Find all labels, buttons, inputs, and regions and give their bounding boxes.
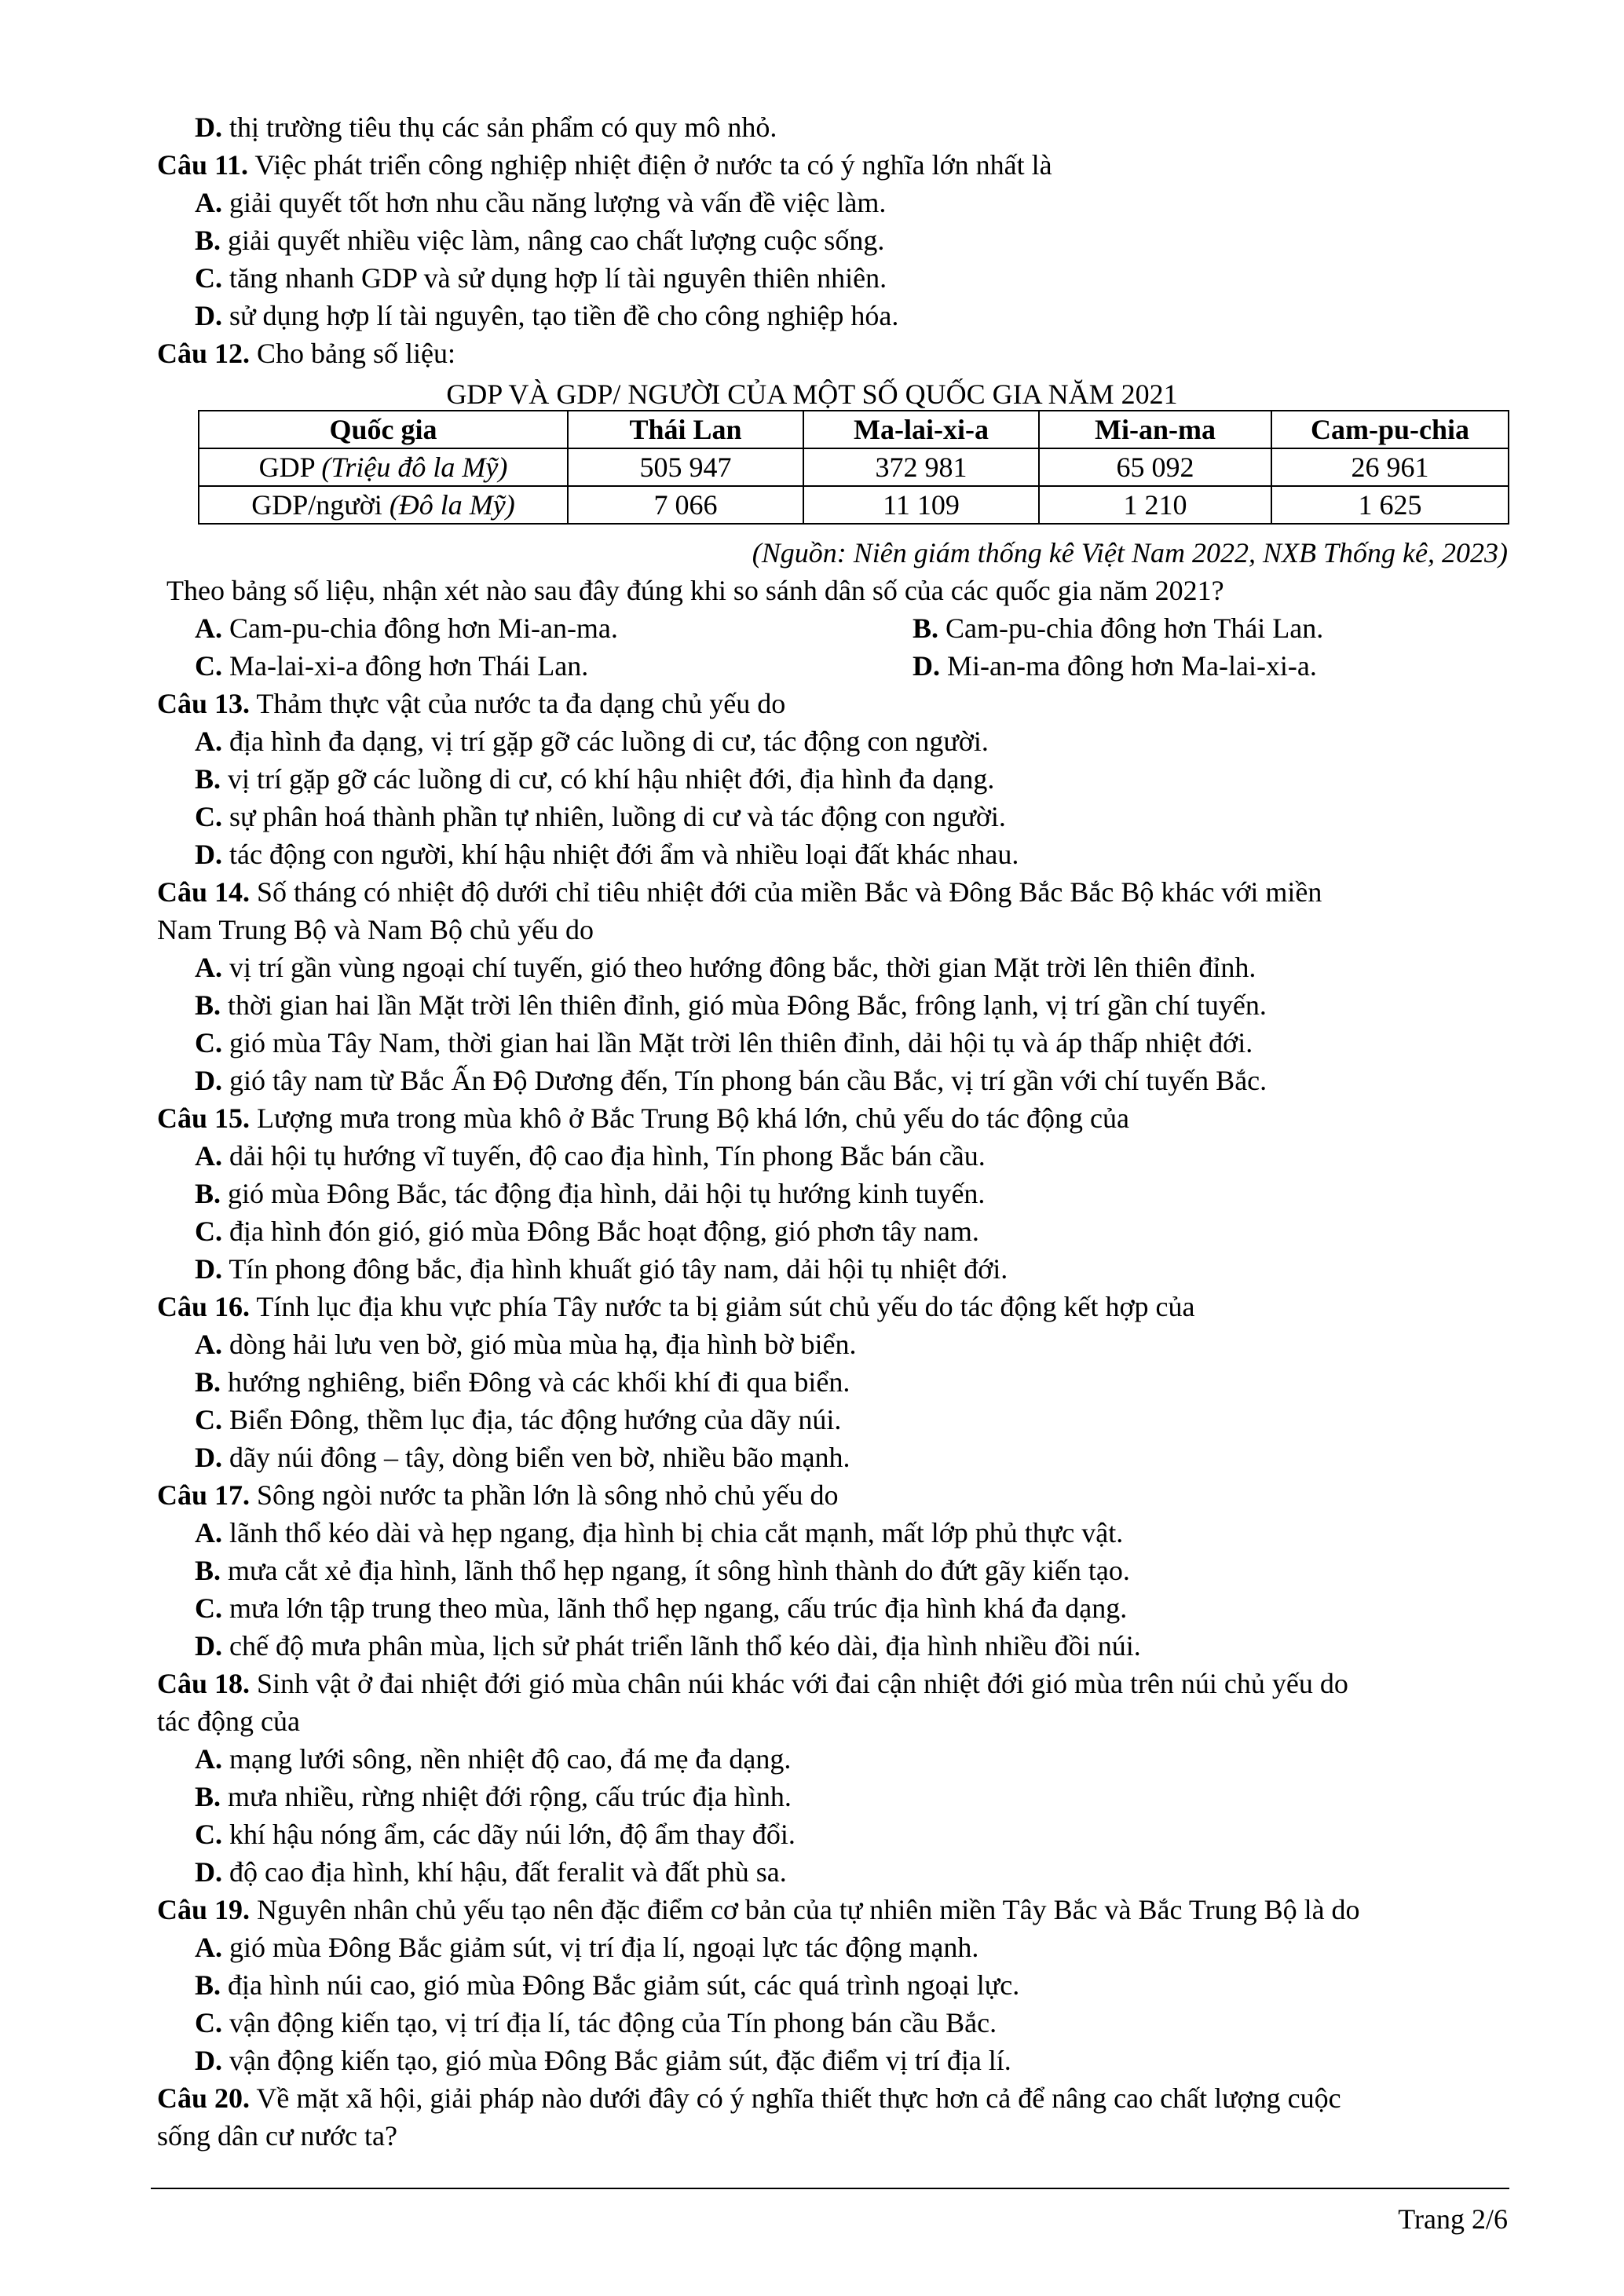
option-b: B. vị trí gặp gỡ các luồng di cư, có khí hậu nhiệt đới, địa hình đa dạng. [195, 763, 995, 795]
option-c: C. vận động kiến tạo, vị trí địa lí, tác động của Tín phong bán cầu Bắc. [195, 2007, 997, 2038]
option-d: D. Mi-an-ma đông hơn Ma-lai-xi-a. [913, 650, 1317, 682]
option-b: B. gió mùa Đông Bắc, tác động địa hình, dải hội tụ hướng kinh tuyến. [195, 1178, 986, 1209]
question-20-cont: sống dân cư nước ta? [157, 2120, 397, 2152]
table-source: (Nguồn: Niên giám thống kê Việt Nam 2022, NXB Thống kê, 2023) [752, 537, 1508, 569]
option-b: B. hướng nghiêng, biển Đông và các khối khí đi qua biển. [195, 1366, 850, 1398]
table-cell: 11 109 [803, 486, 1039, 524]
row-label: GDP (Triệu đô la Mỹ) [199, 448, 568, 486]
table-cell: 65 092 [1039, 448, 1271, 486]
option-c: C. gió mùa Tây Nam, thời gian hai lần Mặt trời lên thiên đỉnh, dải hội tụ và áp thấp nhiệt đới. [195, 1027, 1253, 1058]
table-cell: 1 625 [1271, 486, 1509, 524]
option-d: D. vận động kiến tạo, gió mùa Đông Bắc giảm sút, đặc điểm vị trí địa lí. [195, 2045, 1011, 2076]
option-c: C. mưa lớn tập trung theo mùa, lãnh thổ hẹp ngang, cấu trúc địa hình khá đa dạng. [195, 1592, 1128, 1624]
option-b: B. giải quyết nhiều việc làm, nâng cao chất lượng cuộc sống. [195, 225, 885, 256]
question-18-cont: tác động của [157, 1706, 300, 1737]
row-label: GDP/người (Đô la Mỹ) [199, 486, 568, 524]
table-row [199, 486, 1509, 524]
table-cell: 7 066 [568, 486, 803, 524]
table-row [199, 448, 1509, 486]
question-16: Câu 16. Tính lục địa khu vực phía Tây nước ta bị giảm sút chủ yếu do tác động kết hợp của [157, 1291, 1195, 1322]
option-a: A. gió mùa Đông Bắc giảm sút, vị trí địa lí, ngoại lực tác động mạnh. [195, 1932, 979, 1963]
table-header-row [199, 411, 1509, 448]
table-header: Mi-an-ma [1039, 411, 1271, 448]
option-d: D. độ cao địa hình, khí hậu, đất feralit và đất phù sa. [195, 1856, 787, 1888]
option-c: C. Ma-lai-xi-a đông hơn Thái Lan. [195, 650, 589, 682]
question-20: Câu 20. Về mặt xã hội, giải pháp nào dưới đây có ý nghĩa thiết thực hơn cả để nâng cao chất lượng cuộc [157, 2082, 1341, 2114]
table-caption: GDP VÀ GDP/ NGƯỜI CỦA MỘT SỐ QUỐC GIA NĂM 2021 [446, 378, 1178, 410]
table-header: Ma-lai-xi-a [803, 411, 1039, 448]
option-b: B. thời gian hai lần Mặt trời lên thiên đỉnh, gió mùa Đông Bắc, frông lạnh, vị trí gần chí tuyến. [195, 989, 1267, 1021]
option-c: C. khí hậu nóng ẩm, các dãy núi lớn, độ ẩm thay đổi. [195, 1819, 796, 1850]
option-b: B. mưa nhiều, rừng nhiệt đới rộng, cấu trúc địa hình. [195, 1781, 792, 1812]
option-c: C. tăng nhanh GDP và sử dụng hợp lí tài nguyên thiên nhiên. [195, 262, 887, 294]
page-number: Trang 2/6 [1398, 2203, 1508, 2235]
option-a: A. Cam-pu-chia đông hơn Mi-an-ma. [195, 612, 618, 644]
option-d: D. thị trường tiêu thụ các sản phẩm có quy mô nhỏ. [195, 112, 777, 143]
gdp-table [198, 410, 1509, 525]
option-b: B. mưa cắt xẻ địa hình, lãnh thổ hẹp ngang, ít sông hình thành do đứt gãy kiến tạo. [195, 1555, 1130, 1586]
option-c: C. Biển Đông, thềm lục địa, tác động hướng của dãy núi. [195, 1404, 842, 1435]
option-c: C. sự phân hoá thành phần tự nhiên, luồng di cư và tác động con người. [195, 801, 1006, 832]
option-d: D. chế độ mưa phân mùa, lịch sử phát triển lãnh thổ kéo dài, địa hình nhiều đồi núi. [195, 1630, 1141, 1662]
question-12-prompt: Theo bảng số liệu, nhận xét nào sau đây đúng khi so sánh dân số của các quốc gia năm 2021? [166, 575, 1224, 606]
option-a: A. giải quyết tốt hơn nhu cầu năng lượng và vấn đề việc làm. [195, 187, 887, 218]
option-a: A. lãnh thổ kéo dài và hẹp ngang, địa hình bị chia cắt mạnh, mất lớp phủ thực vật. [195, 1517, 1124, 1548]
question-17: Câu 17. Sông ngòi nước ta phần lớn là sông nhỏ chủ yếu do [157, 1479, 839, 1511]
option-d: D. tác động con người, khí hậu nhiệt đới ẩm và nhiều loại đất khác nhau. [195, 839, 1019, 870]
question-14: Câu 14. Số tháng có nhiệt độ dưới chỉ tiêu nhiệt đới của miền Bắc và Đông Bắc Bắc Bộ khác với miền [157, 876, 1322, 908]
option-d: D. Tín phong đông bắc, địa hình khuất gió tây nam, dải hội tụ nhiệt đới. [195, 1253, 1008, 1285]
option-a: A. mạng lưới sông, nền nhiệt độ cao, đá mẹ đa dạng. [195, 1743, 792, 1775]
question-13: Câu 13. Thảm thực vật của nước ta đa dạng chủ yếu do [157, 688, 786, 719]
option-a: A. địa hình đa dạng, vị trí gặp gỡ các luồng di cư, tác động con người. [195, 726, 989, 757]
option-b: B. Cam-pu-chia đông hơn Thái Lan. [913, 612, 1324, 644]
table-header: Cam-pu-chia [1271, 411, 1509, 448]
question-11: Câu 11. Việc phát triển công nghiệp nhiệt điện ở nước ta có ý nghĩa lớn nhất là [157, 149, 1052, 181]
option-a: A. dòng hải lưu ven bờ, gió mùa mùa hạ, địa hình bờ biển. [195, 1329, 857, 1360]
option-c: C. địa hình đón gió, gió mùa Đông Bắc hoạt động, gió phơn tây nam. [195, 1216, 979, 1247]
table-cell: 505 947 [568, 448, 803, 486]
question-19: Câu 19. Nguyên nhân chủ yếu tạo nên đặc điểm cơ bản của tự nhiên miền Tây Bắc và Bắc Trung Bộ là do [157, 1894, 1360, 1925]
option-d: D. dãy núi đông – tây, dòng biển ven bờ, nhiều bão mạnh. [195, 1442, 850, 1473]
question-12: Câu 12. Cho bảng số liệu: [157, 338, 456, 369]
table-header: Thái Lan [568, 411, 803, 448]
question-14-cont: Nam Trung Bộ và Nam Bộ chủ yếu do [157, 914, 594, 945]
table-cell: 1 210 [1039, 486, 1271, 524]
option-a: A. vị trí gần vùng ngoại chí tuyến, gió theo hướng đông bắc, thời gian Mặt trời lên thiên đỉnh. [195, 952, 1256, 983]
table-cell: 26 961 [1271, 448, 1509, 486]
question-18: Câu 18. Sinh vật ở đai nhiệt đới gió mùa chân núi khác với đai cận nhiệt đới gió mùa trên núi chủ yếu do [157, 1668, 1348, 1699]
table-cell: 372 981 [803, 448, 1039, 486]
table-header: Quốc gia [199, 411, 568, 448]
footer-divider [151, 2188, 1509, 2189]
option-b: B. địa hình núi cao, gió mùa Đông Bắc giảm sút, các quá trình ngoại lực. [195, 1969, 1020, 2001]
option-d: D. sử dụng hợp lí tài nguyên, tạo tiền đề cho công nghiệp hóa. [195, 300, 899, 331]
option-d: D. gió tây nam từ Bắc Ấn Độ Dương đến, Tín phong bán cầu Bắc, vị trí gần với chí tuyến Bắc. [195, 1065, 1267, 1096]
option-a: A. dải hội tụ hướng vĩ tuyến, độ cao địa hình, Tín phong Bắc bán cầu. [195, 1140, 986, 1172]
question-15: Câu 15. Lượng mưa trong mùa khô ở Bắc Trung Bộ khá lớn, chủ yếu do tác động của [157, 1102, 1130, 1134]
